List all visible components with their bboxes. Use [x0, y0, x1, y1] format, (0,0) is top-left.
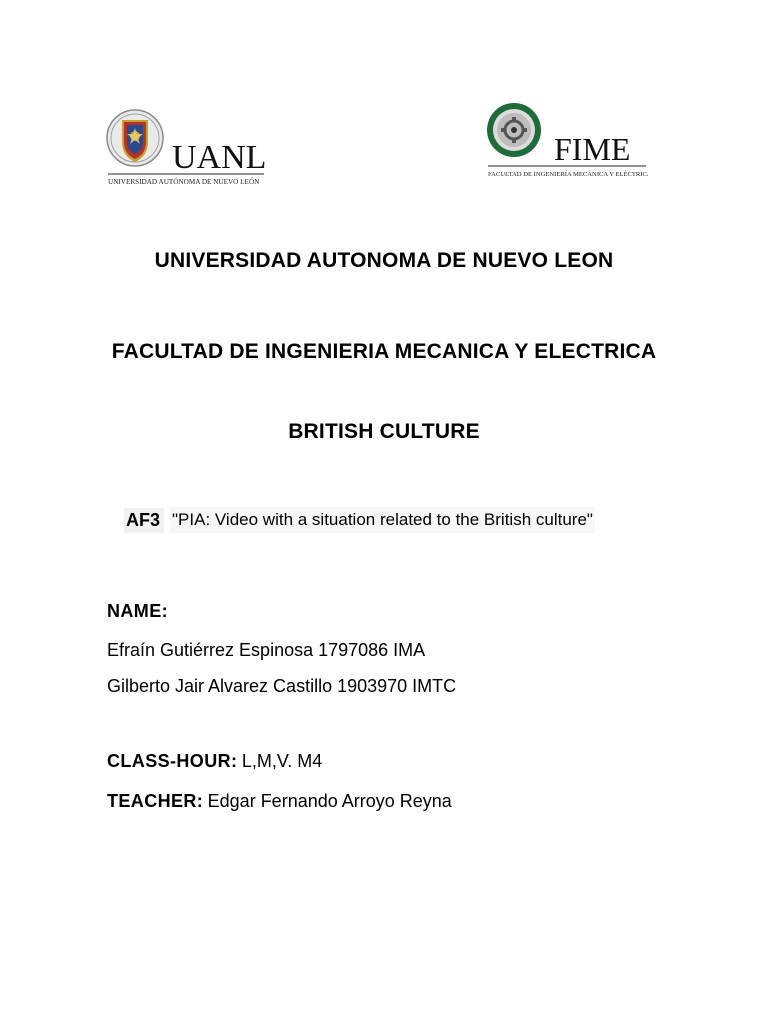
name-section [107, 601, 168, 622]
class-hour-value: L,M,V. M4 [241, 751, 323, 771]
activity-title: "PIA: Video with a situation related to the British culture" [170, 507, 595, 533]
uanl-seal-icon [106, 108, 268, 188]
name-label: NAME: [107, 601, 168, 621]
member-name: Efraín Gutiérrez Espinosa 1797086 IMA [107, 640, 426, 660]
uanl-wordmark: UANL [172, 139, 267, 176]
fime-wordmark: FIME [554, 131, 631, 167]
faculty-heading: FACULTAD DE INGENIERIA MECANICA Y ELECTRICA [111, 340, 657, 363]
teacher-value: Edgar Fernando Arroyo Reyna [207, 791, 452, 811]
fime-logo [486, 100, 648, 180]
uanl-logo [106, 108, 268, 188]
member-item [107, 676, 456, 697]
activity-code: AF3 [124, 508, 164, 533]
member-name: Gilberto Jair Alvarez Castillo 1903970 IMTC [107, 676, 457, 696]
course-heading: BRITISH CULTURE [288, 420, 480, 443]
activity-line [124, 505, 595, 535]
class-hour-row [107, 751, 322, 772]
teacher-label: TEACHER: [107, 791, 204, 811]
fime-seal-icon [486, 100, 648, 180]
uanl-subtitle: UNIVERSIDAD AUTÓNOMA DE NUEVO LEÓN [108, 178, 260, 186]
teacher-row [107, 791, 452, 812]
class-hour-label: CLASS-HOUR: [107, 751, 238, 771]
university-heading: UNIVERSIDAD AUTONOMA DE NUEVO LEON [154, 249, 614, 272]
fime-subtitle: FACULTAD DE INGENIERÍA MECÁNICA Y ELÉCTRICA [488, 171, 648, 178]
member-item [107, 640, 425, 661]
